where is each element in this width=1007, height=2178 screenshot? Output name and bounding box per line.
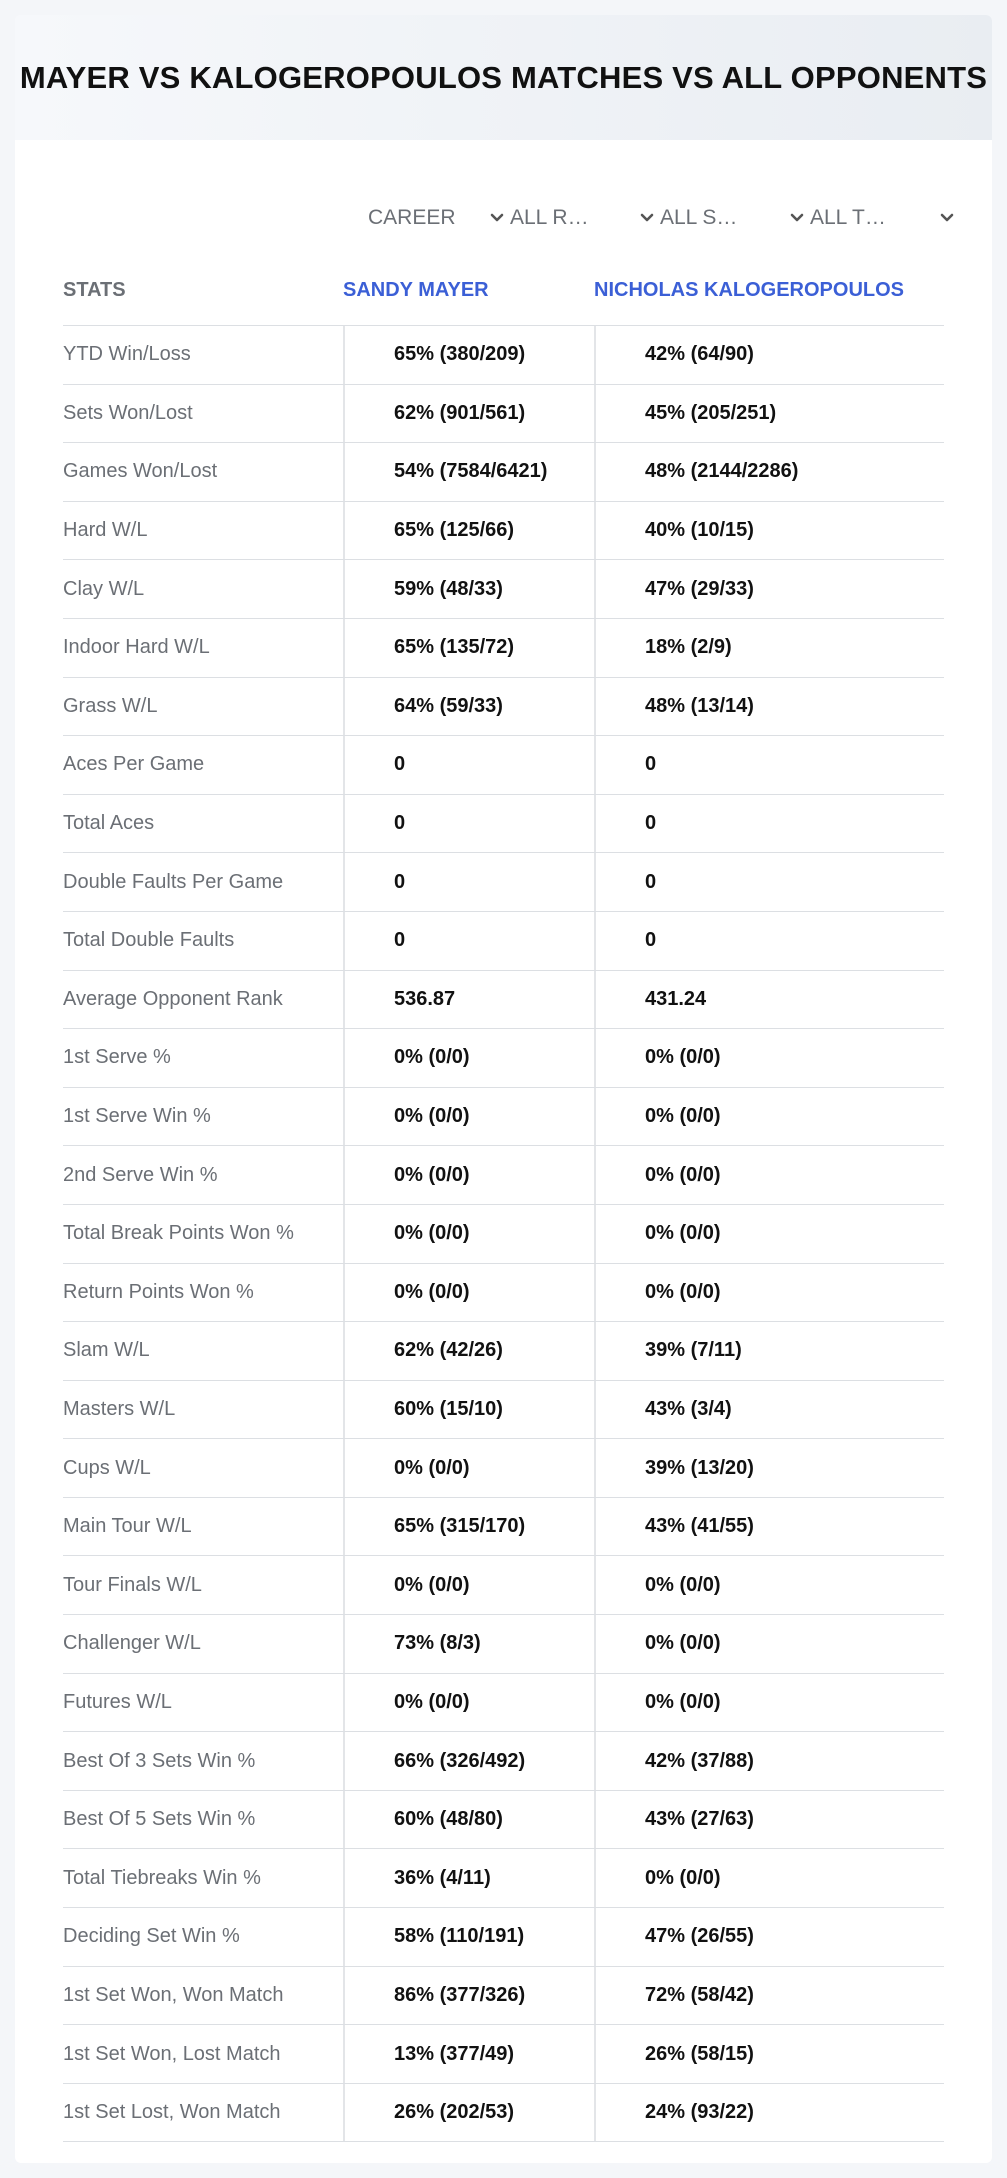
filter-bar bbox=[15, 189, 992, 247]
player1-value: 64% (59/33) bbox=[343, 678, 594, 736]
column-header-player1-link[interactable]: SANDY MAYER bbox=[343, 279, 489, 301]
player1-value: 60% (48/80) bbox=[343, 1791, 594, 1849]
stat-label: Slam W/L bbox=[63, 1339, 150, 1362]
table-row bbox=[63, 385, 944, 444]
table-row bbox=[63, 795, 944, 854]
chevron-down-icon bbox=[639, 210, 655, 226]
table-row bbox=[63, 678, 944, 737]
stat-label: Tour Finals W/L bbox=[63, 1573, 202, 1596]
player2-value: 43% (3/4) bbox=[594, 1381, 944, 1439]
table-row bbox=[63, 502, 944, 561]
table-row bbox=[63, 1849, 944, 1908]
player2-value: 0 bbox=[594, 795, 944, 853]
stat-label: Hard W/L bbox=[63, 519, 148, 542]
stat-label: 1st Set Lost, Won Match bbox=[63, 2101, 281, 2124]
stat-label: Best Of 3 Sets Win % bbox=[63, 1749, 256, 1772]
table-row bbox=[63, 1791, 944, 1850]
stats-card bbox=[15, 15, 992, 2163]
player1-value: 58% (110/191) bbox=[343, 1908, 594, 1966]
player1-value: 26% (202/53) bbox=[343, 2084, 594, 2142]
player2-value: 0 bbox=[594, 853, 944, 911]
stat-label: 1st Serve Win % bbox=[63, 1105, 211, 1128]
stat-label: Total Aces bbox=[63, 812, 155, 835]
player2-value: 24% (93/22) bbox=[594, 2084, 944, 2142]
player1-value: 62% (901/561) bbox=[343, 385, 594, 443]
stat-label: Average Opponent Rank bbox=[63, 987, 283, 1010]
table-row bbox=[63, 1205, 944, 1264]
stat-label: 1st Serve % bbox=[63, 1046, 171, 1069]
stat-label: 2nd Serve Win % bbox=[63, 1163, 218, 1186]
player1-value: 0 bbox=[343, 853, 594, 911]
stat-label: Best Of 5 Sets Win % bbox=[63, 1808, 256, 1831]
player2-value: 0% (0/0) bbox=[594, 1205, 944, 1263]
table-row bbox=[63, 443, 944, 502]
stat-label: Return Points Won % bbox=[63, 1280, 254, 1303]
table-row bbox=[63, 560, 944, 619]
player2-value: 48% (2144/2286) bbox=[594, 443, 944, 501]
table-row bbox=[63, 912, 944, 971]
player2-value: 40% (10/15) bbox=[594, 502, 944, 560]
player1-value: 36% (4/11) bbox=[343, 1849, 594, 1907]
player2-value: 47% (26/55) bbox=[594, 1908, 944, 1966]
stat-label: Clay W/L bbox=[63, 577, 145, 600]
table-row bbox=[63, 1674, 944, 1733]
table-row bbox=[63, 1381, 944, 1440]
player1-value: 0% (0/0) bbox=[343, 1556, 594, 1614]
chevron-down-icon bbox=[489, 210, 505, 226]
player2-value: 39% (13/20) bbox=[594, 1439, 944, 1497]
stat-label: Grass W/L bbox=[63, 694, 158, 717]
table-row bbox=[63, 1908, 944, 1967]
player1-value: 65% (315/170) bbox=[343, 1498, 594, 1556]
stat-label: Sets Won/Lost bbox=[63, 401, 193, 424]
player2-value: 431.24 bbox=[594, 971, 944, 1029]
card-header bbox=[15, 15, 992, 140]
stat-label: Total Break Points Won % bbox=[63, 1222, 294, 1245]
table-row bbox=[63, 1732, 944, 1791]
player1-value: 0% (0/0) bbox=[343, 1439, 594, 1497]
filter-timeframe-select[interactable] bbox=[368, 189, 505, 247]
player2-value: 0% (0/0) bbox=[594, 1556, 944, 1614]
filter-tournament-label: ALL T… bbox=[810, 206, 886, 229]
stat-label: Main Tour W/L bbox=[63, 1515, 192, 1538]
table-row bbox=[63, 1322, 944, 1381]
table-row bbox=[63, 1556, 944, 1615]
player1-value: 65% (135/72) bbox=[343, 619, 594, 677]
stat-label: 1st Set Won, Won Match bbox=[63, 1983, 284, 2006]
player2-value: 47% (29/33) bbox=[594, 560, 944, 618]
table-body bbox=[63, 326, 944, 2142]
filter-tournament-select[interactable] bbox=[810, 189, 955, 247]
player1-value: 54% (7584/6421) bbox=[343, 443, 594, 501]
table-row bbox=[63, 1264, 944, 1323]
player1-value: 65% (380/209) bbox=[343, 326, 594, 384]
player2-value: 48% (13/14) bbox=[594, 678, 944, 736]
table-row bbox=[63, 2084, 944, 2143]
table-row bbox=[63, 1029, 944, 1088]
player1-value: 0% (0/0) bbox=[343, 1146, 594, 1204]
player2-value: 43% (27/63) bbox=[594, 1791, 944, 1849]
player2-value: 0% (0/0) bbox=[594, 1029, 944, 1087]
stat-label: Double Faults Per Game bbox=[63, 870, 284, 893]
page-title: MAYER VS KALOGEROPOULOS MATCHES VS ALL OPPONENTS bbox=[19, 59, 988, 95]
player2-value: 0 bbox=[594, 912, 944, 970]
stat-label: Games Won/Lost bbox=[63, 460, 218, 483]
table-row bbox=[63, 736, 944, 795]
player1-value: 73% (8/3) bbox=[343, 1615, 594, 1673]
player2-value: 0% (0/0) bbox=[594, 1615, 944, 1673]
stat-label: Aces Per Game bbox=[63, 753, 205, 776]
player1-value: 13% (377/49) bbox=[343, 2025, 594, 2083]
player1-value: 59% (48/33) bbox=[343, 560, 594, 618]
table-row bbox=[63, 2025, 944, 2084]
stat-label: Indoor Hard W/L bbox=[63, 636, 210, 659]
player1-value: 0 bbox=[343, 912, 594, 970]
player2-value: 0% (0/0) bbox=[594, 1088, 944, 1146]
filter-surface-select[interactable] bbox=[660, 189, 805, 247]
player2-value: 72% (58/42) bbox=[594, 1967, 944, 2025]
player2-value: 42% (37/88) bbox=[594, 1732, 944, 1790]
table-row bbox=[63, 619, 944, 678]
table-row bbox=[63, 1088, 944, 1147]
filter-timeframe-label: CAREER bbox=[368, 206, 456, 229]
player1-value: 62% (42/26) bbox=[343, 1322, 594, 1380]
stats-table bbox=[63, 255, 944, 2142]
table-row bbox=[63, 1498, 944, 1557]
stat-label: Deciding Set Win % bbox=[63, 1925, 240, 1948]
player1-value: 60% (15/10) bbox=[343, 1381, 594, 1439]
filter-round-label: ALL R… bbox=[510, 206, 589, 229]
column-header-player2-link[interactable]: NICHOLAS KALOGEROPOULOS bbox=[594, 279, 905, 301]
table-row bbox=[63, 1615, 944, 1674]
stat-label: Masters W/L bbox=[63, 1397, 176, 1420]
player1-value: 0% (0/0) bbox=[343, 1029, 594, 1087]
player2-value: 0% (0/0) bbox=[594, 1849, 944, 1907]
chevron-down-icon bbox=[939, 210, 955, 226]
player2-value: 18% (2/9) bbox=[594, 619, 944, 677]
player1-value: 536.87 bbox=[343, 971, 594, 1029]
table-row bbox=[63, 1146, 944, 1205]
table-row bbox=[63, 853, 944, 912]
player2-value: 26% (58/15) bbox=[594, 2025, 944, 2083]
player1-value: 86% (377/326) bbox=[343, 1967, 594, 2025]
player1-value: 0% (0/0) bbox=[343, 1674, 594, 1732]
player2-value: 45% (205/251) bbox=[594, 385, 944, 443]
player2-value: 0% (0/0) bbox=[594, 1146, 944, 1204]
stat-label: Futures W/L bbox=[63, 1690, 172, 1713]
table-row bbox=[63, 971, 944, 1030]
stat-label: Total Double Faults bbox=[63, 929, 235, 952]
stat-label: Challenger W/L bbox=[63, 1632, 201, 1655]
player1-value: 0% (0/0) bbox=[343, 1264, 594, 1322]
player2-value: 0 bbox=[594, 736, 944, 794]
table-row bbox=[63, 1967, 944, 2026]
player1-value: 65% (125/66) bbox=[343, 502, 594, 560]
stat-label: Total Tiebreaks Win % bbox=[63, 1866, 261, 1889]
stat-label: YTD Win/Loss bbox=[63, 343, 191, 366]
table-row bbox=[63, 326, 944, 385]
player1-value: 0 bbox=[343, 795, 594, 853]
player1-value: 0% (0/0) bbox=[343, 1088, 594, 1146]
column-header-stats: STATS bbox=[63, 279, 126, 301]
player1-value: 0 bbox=[343, 736, 594, 794]
chevron-down-icon bbox=[789, 210, 805, 226]
filter-round-select[interactable] bbox=[510, 189, 655, 247]
stat-label: Cups W/L bbox=[63, 1456, 151, 1479]
table-header bbox=[63, 255, 944, 326]
stat-label: 1st Set Won, Lost Match bbox=[63, 2042, 281, 2065]
player2-value: 0% (0/0) bbox=[594, 1674, 944, 1732]
table-row bbox=[63, 1439, 944, 1498]
player1-value: 66% (326/492) bbox=[343, 1732, 594, 1790]
player2-value: 0% (0/0) bbox=[594, 1264, 944, 1322]
player2-value: 43% (41/55) bbox=[594, 1498, 944, 1556]
player2-value: 39% (7/11) bbox=[594, 1322, 944, 1380]
player2-value: 42% (64/90) bbox=[594, 326, 944, 384]
player1-value: 0% (0/0) bbox=[343, 1205, 594, 1263]
filter-surface-label: ALL S… bbox=[660, 206, 738, 229]
